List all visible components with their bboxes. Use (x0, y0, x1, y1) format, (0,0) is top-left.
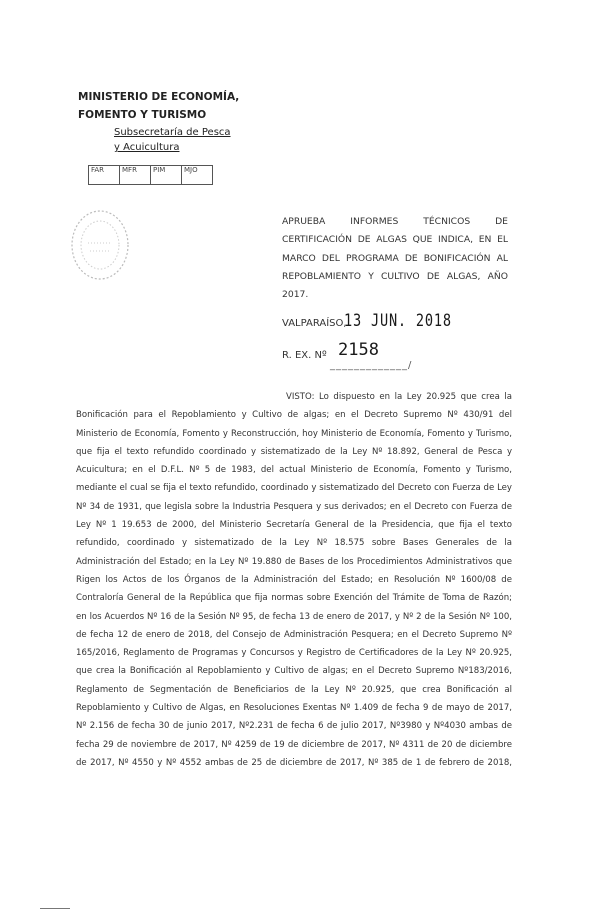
visto-paragraph (76, 388, 512, 772)
ministry-line-2: FOMENTO Y TURISMO (78, 109, 207, 121)
distribution-table (88, 165, 213, 185)
subsecretaria-line-2: y Acuicultura (114, 142, 180, 153)
place-label: VALPARAÍSO, (282, 318, 347, 329)
date-stamp: 13 JUN. 2018 (344, 311, 452, 331)
resolution-number: 2158 (338, 340, 379, 360)
resolution-line: _____________/ (330, 360, 413, 371)
subject-text: APRUEBA INFORMES TÉCNICOS DE CERTIFICACIÓN DE ALGAS QUE INDICA, EN EL MARCO DEL PROGRAMA DE BONIFICACIÓN AL REPOBLAMIENTO Y CULTIVO DE ALGAS, AÑO 2017. (282, 216, 508, 301)
dist-cell-1: FAR (89, 166, 120, 185)
ministry-line-1: MINISTERIO DE ECONOMÍA, (78, 91, 240, 103)
dist-cell-4: MJO (182, 166, 213, 185)
ministry-header (78, 88, 278, 124)
official-seal (68, 205, 132, 285)
resolution-label: R. EX. Nº (282, 350, 327, 361)
footer-mark (40, 908, 70, 909)
subsecretaria-line-1: Subsecretaría de Pesca (114, 127, 231, 138)
visto-label: VISTO: (286, 392, 315, 402)
dist-cell-2: MFR (120, 166, 151, 185)
visto-text: Lo dispuesto en la Ley 20.925 que crea la Bonificación para el Repoblamiento y Cultivo de algas; en el Decreto Supremo Nº 430/91 del Ministerio de Economía, Fomento y Reconstrucción, hoy Ministerio de Economía, Fomento y Turismo, que fija el texto refundido coordinado y sistematizado de la Ley Nº 18.892, General de Pesca y Acuicultura; en el D.F.L. Nº 5 de 1983, del actual Ministerio de Economía, Fomento y Turismo, mediante el cual se fija el texto refundido, coordinado y sistematizado del Decreto con Fuerza de Ley Nº 34 de 1931, que legisla sobre la Industria Pesquera y sus derivados; en el Decreto con Fuerza de Ley Nº 1 19.653 de 2000, del Ministerio Secretaría General de la Presidencia, que fija el texto refundido, coordinado y sistematizado de la Ley Nº 18.575 sobre Bases Generales de la Administración del Estado; en la Ley Nº 19.880 de Bases de los Procedimientos Administrativos que Rigen los Actos de los Órganos de la Administración del Estado; en Resolución Nº 1600/08 de Contraloría General de la República que fija normas sobre Exención del Trámite de Toma de Razón; en los Acuerdos Nº 16 de la Sesión Nº 95, de fecha 13 de enero de 2017, y Nº 2 de la Sesión Nº 100, de fecha 12 de enero de 2018, del Consejo de Administración Pesquera; en el Decreto Supremo Nº 165/2016, Reglamento de Programas y Concursos y Registro de Certificadores de la Ley Nº 20.925, que crea la Bonificación al Repoblamiento y Cultivo de algas; en el Decreto Supremo Nº183/2016, Reglamento de Segmentación de Beneficiarios de la Ley Nº 20.925, que crea Bonificación al Repoblamiento y Cultivo de Algas, en Resoluciones Exentas Nº 1.409 de fecha 9 de mayo de 2017, Nº 2.156 de fecha 30 de junio 2017, Nº2.231 de fecha 6 de julio 2017, Nº3980 y Nº4030 ambas de fecha 29 de noviembre de 2017, Nº 4259 de 19 de diciembre de 2017, Nº 4311 de 20 de diciembre de 2017, Nº 4550 y Nº 4552 ambas de 25 de diciembre de 2017, Nº 385 de 1 de febrero de 2018, (76, 392, 512, 768)
dist-cell-3: PIM (151, 166, 182, 185)
